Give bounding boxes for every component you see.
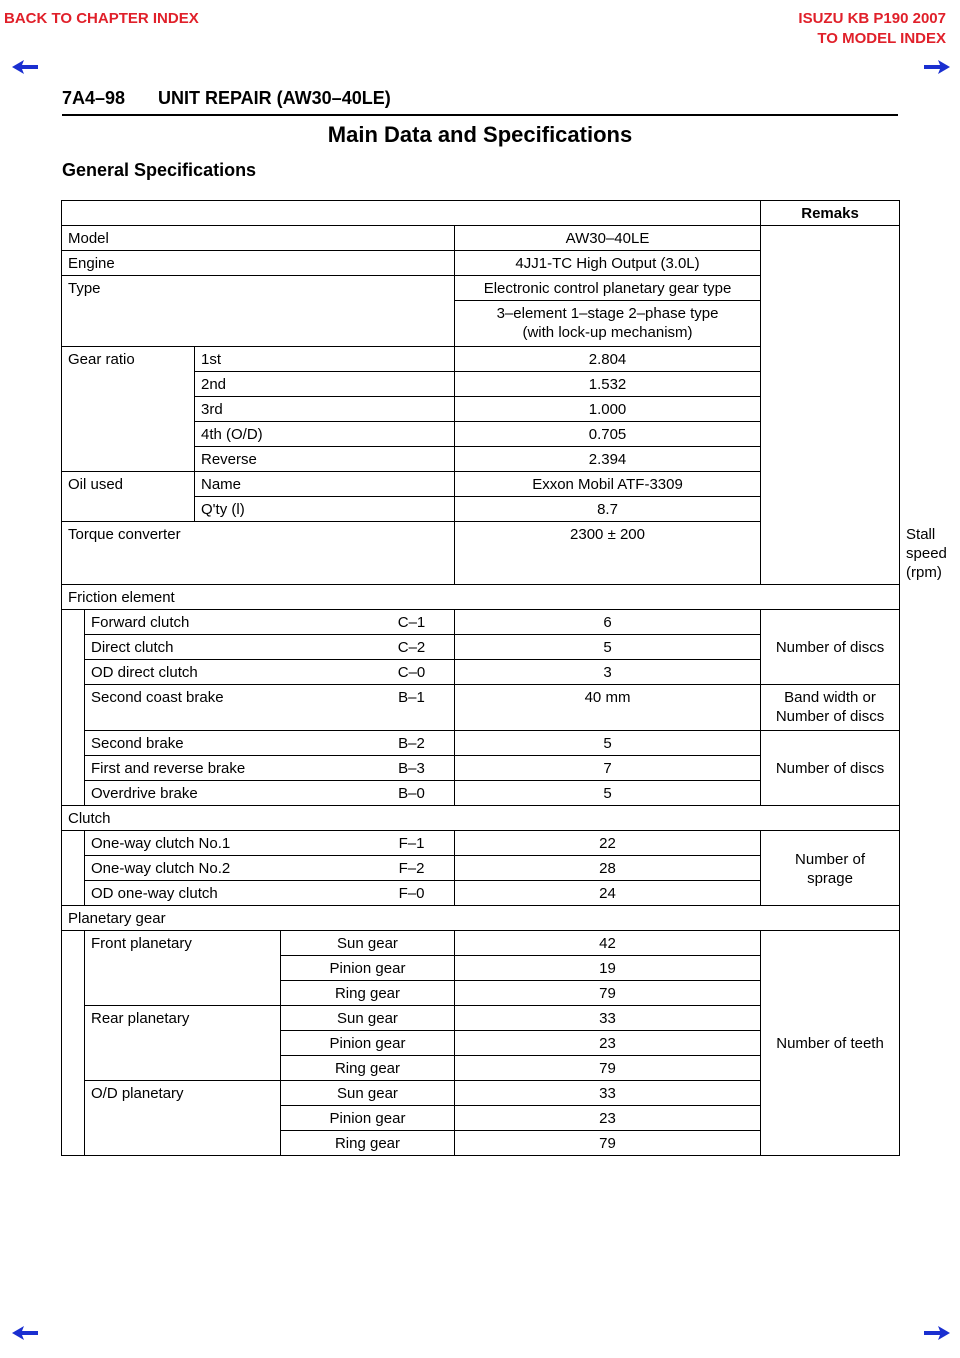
planetary-group: O/D planetary — [85, 1081, 281, 1156]
table-cell — [62, 610, 85, 806]
gear-name: Pinion gear — [281, 1106, 455, 1131]
friction-value-text: 5 — [603, 735, 612, 752]
clutch-code: F–0 — [398, 885, 425, 902]
oil-qty-value: 8.7 — [455, 497, 761, 522]
gear-teeth: 79 — [455, 1056, 761, 1081]
gear-name: Reverse — [195, 447, 455, 472]
table-cell — [62, 931, 85, 1156]
gear-teeth: 23 — [455, 1031, 761, 1056]
friction-name: First and reverse brake — [85, 756, 455, 781]
gear-teeth: 23 — [455, 1106, 761, 1131]
clutch-code: F–2 — [398, 860, 425, 877]
arrow-left-icon[interactable] — [12, 60, 38, 74]
gear-name: 4th (O/D) — [195, 422, 455, 447]
friction-name: Forward clutch — [85, 610, 455, 635]
gear-ratio-label: Gear ratio — [62, 347, 195, 472]
gear-name: 2nd — [195, 372, 455, 397]
gear-name: Ring gear — [281, 981, 455, 1006]
table-cell — [62, 201, 761, 226]
friction-value-text: 7 — [603, 760, 612, 777]
gear-name: Sun gear — [281, 1081, 455, 1106]
clutch-value — [398, 881, 761, 906]
clutch-value — [398, 831, 761, 856]
gear-ratio-value: 2.804 — [455, 347, 761, 372]
friction-name: OD direct clutch — [85, 660, 455, 685]
gear-teeth: 33 — [455, 1006, 761, 1031]
friction-value — [398, 731, 761, 756]
gear-teeth: 42 — [455, 931, 761, 956]
gear-name: Sun gear — [281, 931, 455, 956]
friction-value — [398, 685, 761, 731]
gear-teeth: 19 — [455, 956, 761, 981]
gear-teeth: 33 — [455, 1081, 761, 1106]
torque-value: 2300 ± 200 — [455, 522, 761, 585]
section-title: UNIT REPAIR (AW30–40LE) — [158, 88, 391, 108]
gear-teeth: 79 — [455, 1131, 761, 1156]
clutch-value-text: 24 — [599, 885, 616, 902]
friction-code: C–0 — [397, 664, 426, 681]
section-subtitle: General Specifications — [62, 160, 257, 180]
remark-line: Number of discs — [775, 708, 885, 725]
model-value: AW30–40LE — [455, 226, 761, 251]
gear-ratio-value: 1.000 — [455, 397, 761, 422]
engine-value: 4JJ1-TC High Output (3.0L) — [455, 251, 761, 276]
friction-name: Direct clutch — [85, 635, 455, 660]
friction-code: C–2 — [397, 639, 426, 656]
remark-line: sprage — [807, 869, 853, 887]
clutch-value — [398, 856, 761, 881]
table-cell — [761, 226, 900, 585]
friction-value-text: 40 mm — [584, 689, 631, 706]
friction-code: B–3 — [398, 760, 425, 777]
clutch-remark — [761, 831, 900, 906]
friction-value-text: 5 — [603, 639, 612, 656]
friction-code: B–2 — [398, 735, 425, 752]
engine-label: Engine — [62, 251, 455, 276]
friction-remark: Number of discs — [761, 610, 900, 685]
planetary-group: Front planetary — [85, 931, 281, 1006]
gear-ratio-value: 1.532 — [455, 372, 761, 397]
remarks-header: Remaks — [761, 201, 900, 226]
friction-name: Second coast brake — [85, 685, 455, 731]
torque-label: Torque converter — [62, 522, 455, 585]
planetary-remark: Number of teeth — [761, 931, 900, 1156]
gear-name: Pinion gear — [281, 1031, 455, 1056]
friction-remark — [761, 685, 900, 731]
model-title-link[interactable]: ISUZU KB P190 2007 — [798, 10, 946, 27]
spec-table: Remaks Model AW30–40LE Engine 4JJ1-TC High Output (3.0L) Type Electronic control planetary gear type 3–element 1–stage 2–phase type (with lock-up mechanism) Gear ratio 1st 2.804 2nd 1.532 3rd 1.000 4th (O/D) 0.705 Reverse 2.394 Oil used Name Exxon Mobil ATF-3309 Q'ty (l) 8.7 Torque converter 2300 ± 200 Stall speed (rpm) Friction element Forward clutch C–1 6 Number of discs Direct clutch C–2 5 OD direct clutch C–0 3 Second coast brake B–1 40 mm Band width or Number of discs Second brake B–2 5 Number of discs First and reverse brake B–3 7 Overdrive brake B–0 5 Clutch One-way clutch No.1 F–1 22 Number of sprage One-way clutch No.2 F–2 28 OD one-way clutch F–0 24 Planetary gear Front planetary Sun gear 42 Number of teeth Pinion gear 19 Ring gear 79 Rear planetary Sun gear 33 Pinion gear 23 Ring gear 79 O/D planetary Sun gear 33 Pinion gear 23 Ring gear 79 — [61, 200, 900, 1156]
type-value-line: (with lock-up mechanism) — [522, 324, 693, 341]
gear-teeth: 79 — [455, 981, 761, 1006]
oil-label: Oil used — [62, 472, 195, 522]
oil-name-value: Exxon Mobil ATF-3309 — [455, 472, 761, 497]
arrow-left-icon[interactable] — [12, 1326, 38, 1340]
clutch-name: OD one-way clutch — [85, 881, 455, 906]
type-label: Type — [62, 276, 455, 347]
friction-value — [397, 635, 761, 660]
gear-name: Pinion gear — [281, 956, 455, 981]
friction-value — [398, 781, 761, 806]
friction-name: Overdrive brake — [85, 781, 455, 806]
page-number: 7A4–98 — [62, 88, 126, 108]
clutch-name: One-way clutch No.1 — [85, 831, 455, 856]
table-cell — [62, 831, 85, 906]
friction-value — [398, 756, 761, 781]
oil-qty-label: Q'ty (l) — [195, 497, 455, 522]
clutch-label: Clutch — [62, 806, 900, 831]
page-title: Main Data and Specifications — [327, 122, 633, 147]
type-value-line: 3–element 1–stage 2–phase type — [496, 305, 719, 322]
model-label: Model — [62, 226, 455, 251]
friction-label: Friction element — [62, 585, 900, 610]
friction-value — [397, 660, 761, 685]
friction-name: Second brake — [85, 731, 455, 756]
friction-value-text: 5 — [603, 785, 612, 802]
planetary-group: Rear planetary — [85, 1006, 281, 1081]
oil-name-label: Name — [195, 472, 455, 497]
arrow-right-icon[interactable] — [924, 60, 950, 74]
clutch-code: F–1 — [398, 835, 425, 852]
friction-code: B–1 — [398, 689, 425, 706]
gear-name: 3rd — [195, 397, 455, 422]
gear-name: Ring gear — [281, 1056, 455, 1081]
clutch-value-text: 22 — [599, 835, 616, 852]
planetary-label: Planetary gear — [62, 906, 900, 931]
gear-name: Ring gear — [281, 1131, 455, 1156]
gear-ratio-value: 0.705 — [455, 422, 761, 447]
remark-line: Number of — [795, 850, 866, 868]
friction-remark: Number of discs — [761, 731, 900, 806]
gear-name: Sun gear — [281, 1006, 455, 1031]
friction-code: C–1 — [397, 614, 426, 631]
remark-line: Band width or — [784, 689, 876, 706]
arrow-right-icon[interactable] — [924, 1326, 950, 1340]
back-to-chapter-index-link[interactable]: BACK TO CHAPTER INDEX — [4, 10, 199, 27]
friction-value-text: 3 — [603, 664, 612, 681]
friction-value — [397, 610, 761, 635]
friction-code: B–0 — [398, 785, 425, 802]
gear-name: 1st — [195, 347, 455, 372]
page-header — [62, 86, 898, 116]
clutch-value-text: 28 — [599, 860, 616, 877]
type-value: Electronic control planetary gear type — [455, 276, 761, 301]
clutch-name: One-way clutch No.2 — [85, 856, 455, 881]
friction-value-text: 6 — [603, 614, 612, 631]
to-model-index-link[interactable]: TO MODEL INDEX — [817, 30, 946, 47]
type-value — [455, 301, 761, 347]
gear-ratio-value: 2.394 — [455, 447, 761, 472]
